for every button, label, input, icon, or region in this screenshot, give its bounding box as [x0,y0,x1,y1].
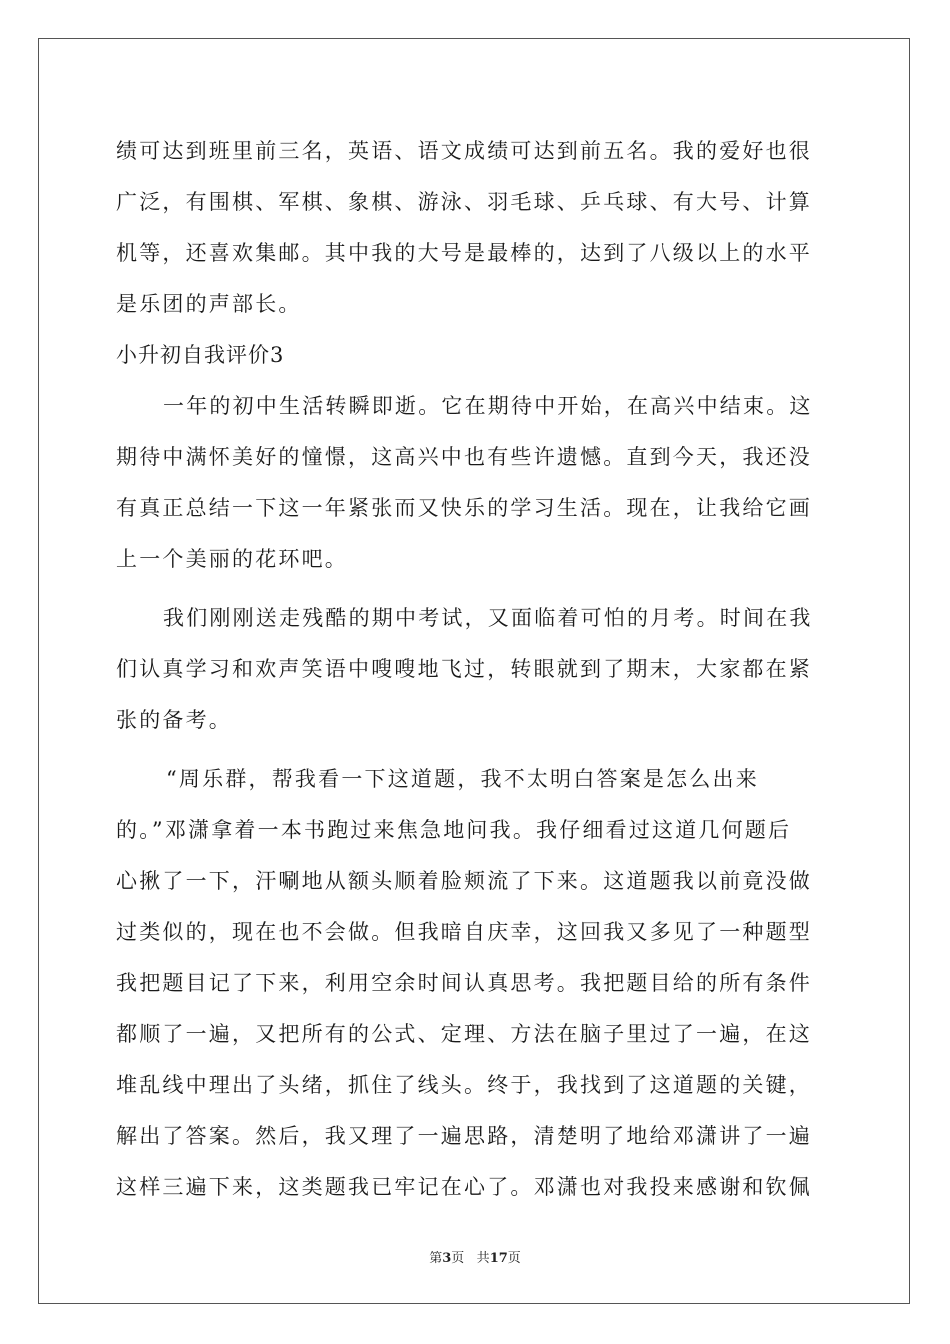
page-footer [0,1247,950,1266]
paragraph [116,754,838,1213]
text-line: 是乐团的声部长。 [116,292,302,316]
section-heading: 小升初自我评价3 [116,343,285,367]
text-line: 绩可达到班里前三名，英语、语文成绩可达到前五名。我的爱好也很 [116,139,812,163]
text-line: “周乐群，帮我看一下这道题，我不太明白答案是怎么出来 [166,767,759,791]
page-prefix: 第 [429,1251,443,1266]
text-line: 我们刚刚送走残酷的期中考试，又面临着可怕的月考。时间在我 [163,606,813,630]
text-line: 堆乱线中理出了头绪，抓住了线头。终于，我找到了这道题的关键， [116,1073,812,1097]
page-number: 3 [442,1251,452,1266]
text-line: 解出了答案。然后，我又理了一遍思路，清楚明了地给邓潇讲了一遍 [116,1124,812,1148]
text-line: 广泛，有围棋、军棋、象棋、游泳、羽毛球、乒乓球、有大号、计算 [116,190,812,214]
total-pages: 17 [489,1251,508,1266]
document-body [116,126,838,1213]
text-line: 上一个美丽的花环吧。 [116,547,348,571]
total-prefix: 共 [476,1251,490,1266]
paragraph-gap [116,585,838,593]
paragraph [116,593,838,746]
paragraph [116,381,838,585]
text-line: 过类似的，现在也不会做。但我暗自庆幸，这回我又多见了一种题型 [116,920,812,944]
page-suffix: 页 [451,1251,465,1266]
text-line: 有真正总结一下这一年紧张而又快乐的学习生活。现在，让我给它画 [116,496,812,520]
text-line: 期待中满怀美好的憧憬，这高兴中也有些许遗憾。直到今天，我还没 [116,445,812,469]
paragraph-gap [116,746,838,754]
text-line: 这样三遍下来，这类题我已牢记在心了。邓潇也对我投来感谢和钦佩 [116,1175,812,1199]
text-line: 张的备考。 [116,708,232,732]
text-line: 机等，还喜欢集邮。其中我的大号是最棒的，达到了八级以上的水平 [116,241,812,265]
total-suffix: 页 [507,1251,521,1266]
text-line: 都顺了一遍，又把所有的公式、定理、方法在脑子里过了一遍，在这 [116,1022,812,1046]
text-line: 们认真学习和欢声笑语中嗖嗖地飞过，转眼就到了期末，大家都在紧 [116,657,812,681]
paragraph-continued [116,126,838,330]
text-line: 的。”邓潇拿着一本书跑过来焦急地问我。我仔细看过这道几何题后 [116,818,792,842]
text-line: 我把题目记了下来，利用空余时间认真思考。我把题目给的所有条件 [116,971,812,995]
text-line: 心揪了一下，汗唰地从额头顺着脸颊流了下来。这道题我以前竟没做 [116,869,812,893]
text-line: 一年的初中生活转瞬即逝。它在期待中开始，在高兴中结束。这 [163,394,813,418]
